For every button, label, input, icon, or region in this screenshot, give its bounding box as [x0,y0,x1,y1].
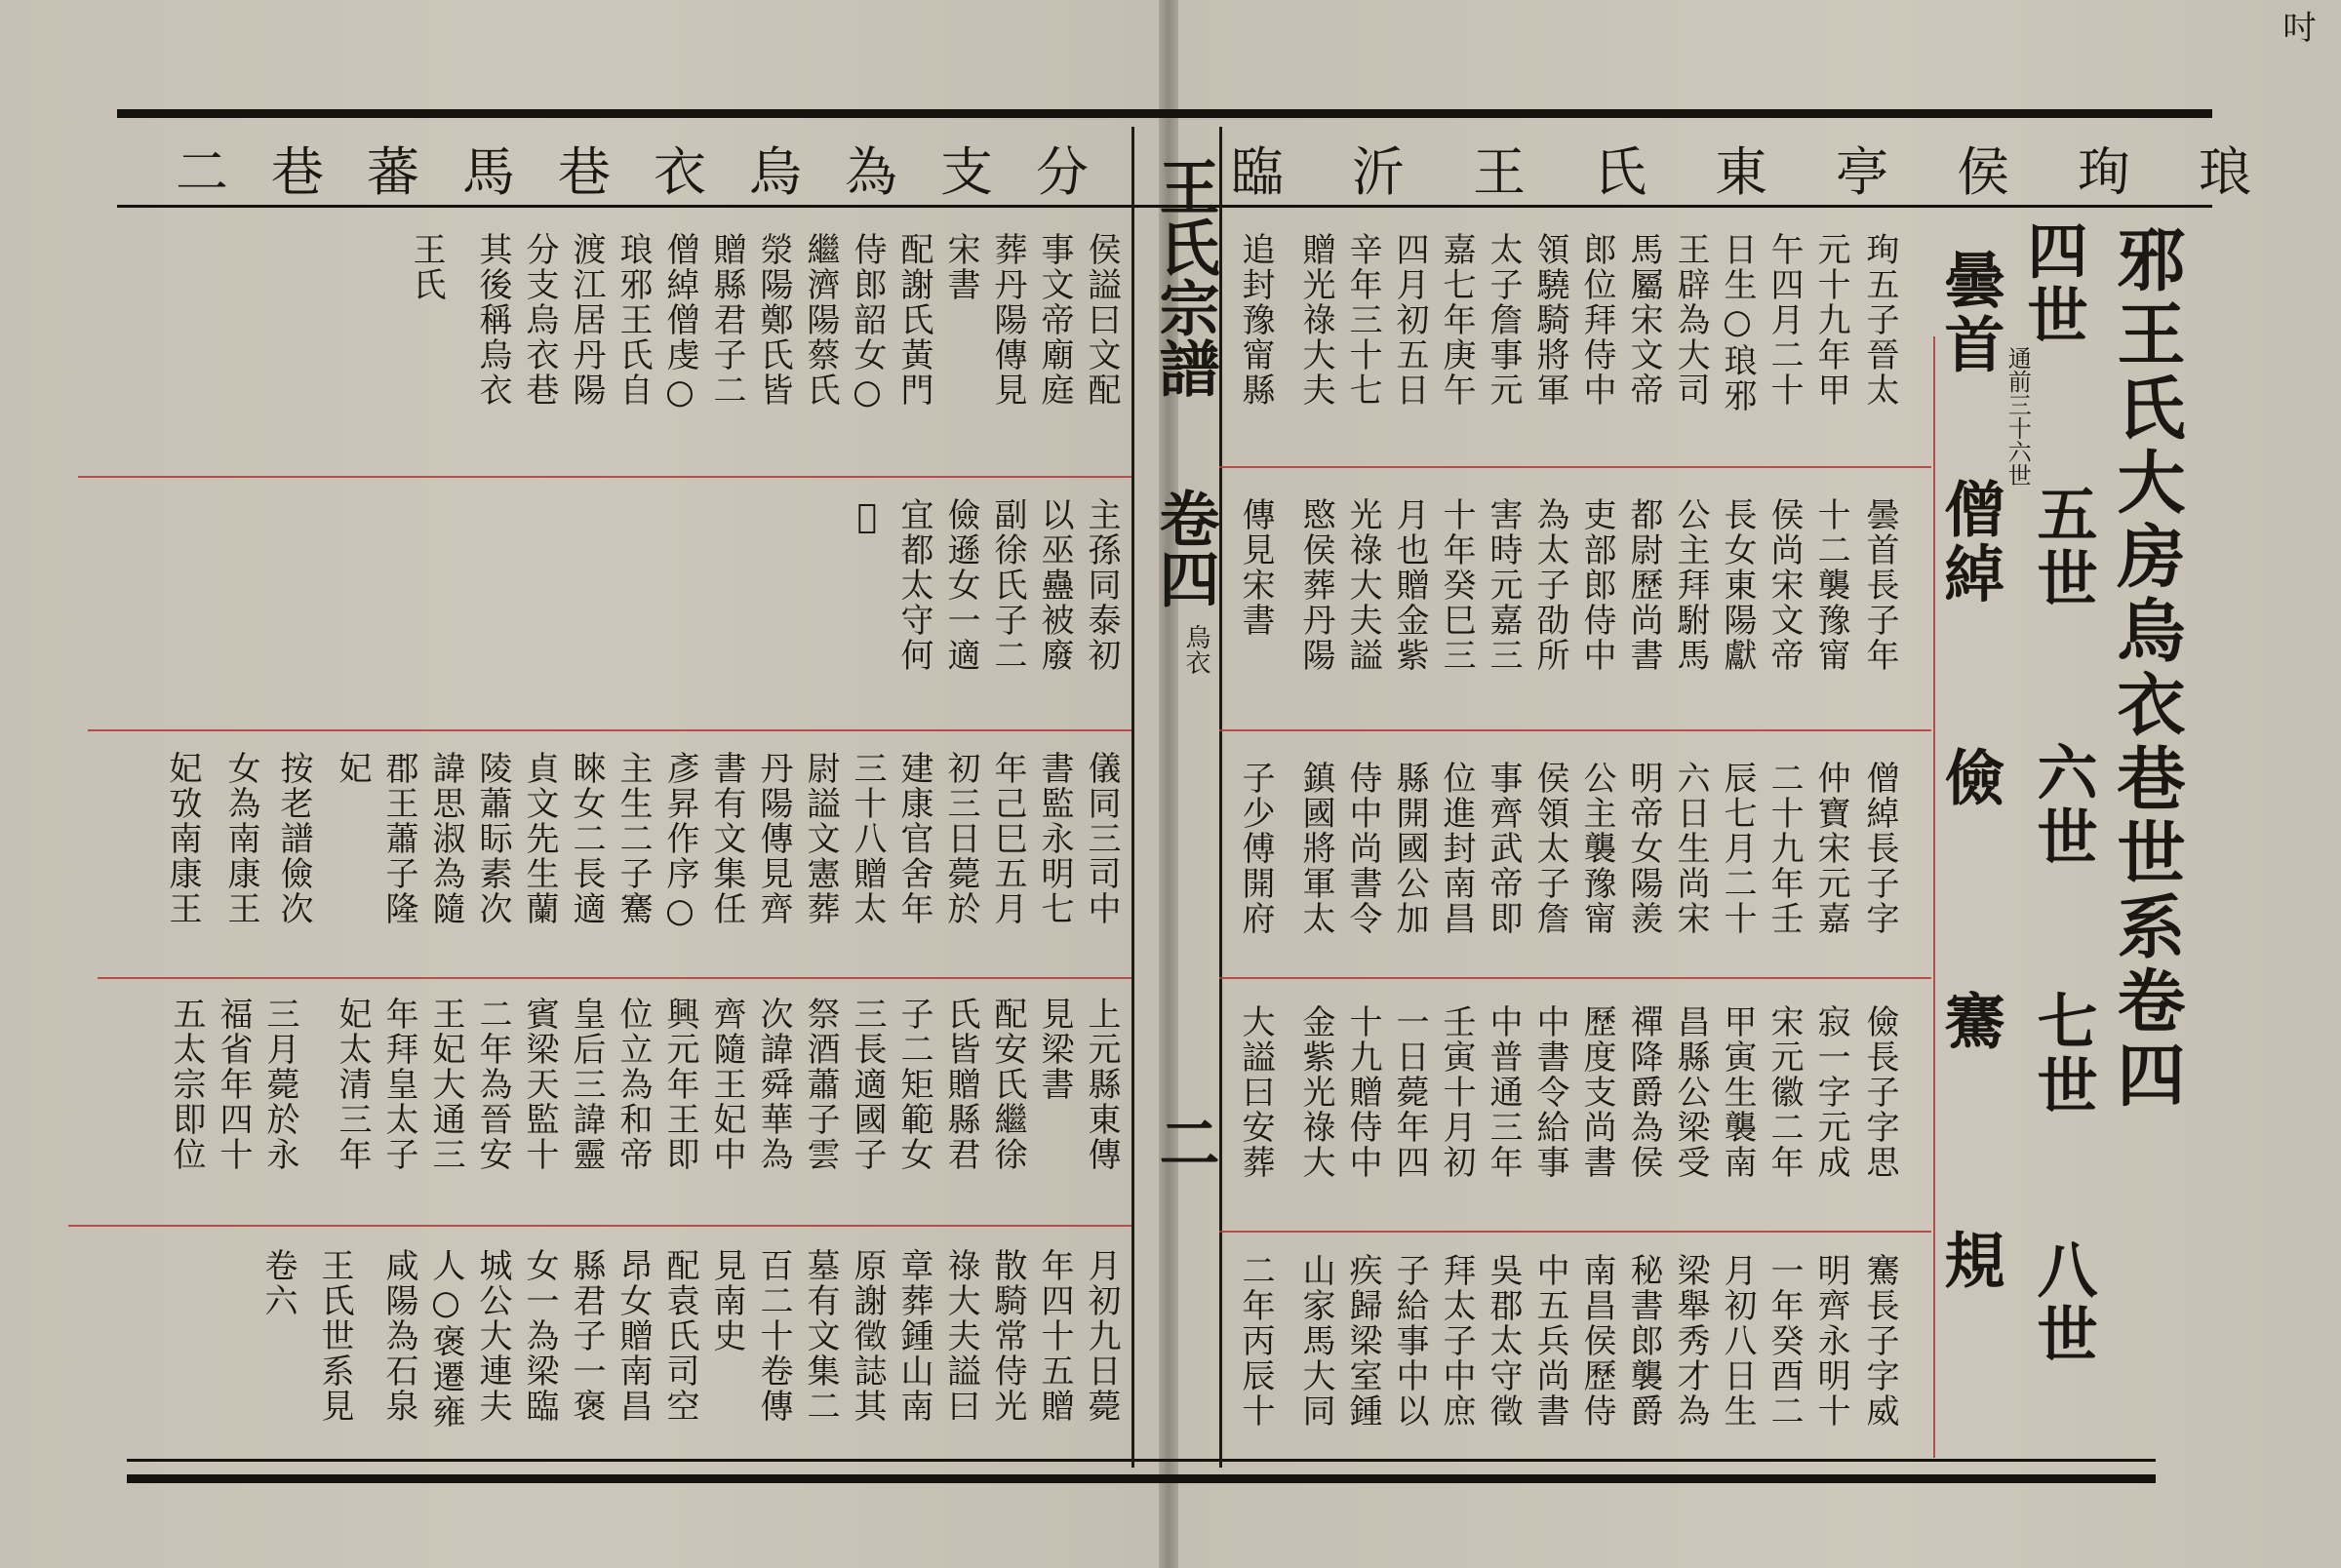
entry-col: 歷度支尚書 [1577,1004,1616,1180]
entry-col: 主孫同泰初 [1082,497,1121,673]
entry-col: 睞女二長適 [567,751,606,926]
entry-col: 年己巳五月 [988,751,1027,926]
entry-col: 甲寅生襲南 [1718,1004,1757,1180]
entry-col: 繼濟陽蔡氏 [801,232,840,408]
center-book-title: 王氏宗譜 [1149,156,1220,398]
entry-col: 郡王蕭子隆 [379,751,418,926]
entry-col: 明齊永明十 [1811,1253,1850,1429]
name-gen-8: 規 [1934,1229,2005,1293]
entry-col: 公主拜駙馬 [1671,497,1710,673]
entry-col: 祭酒蕭子雲 [801,997,840,1172]
entry-col: 妃太清三年 [333,997,372,1172]
entry-col: 琅邪王氏自 [614,232,653,408]
entry-col: 元十九年甲 [1811,232,1850,408]
entry-col: 興元年王即 [660,997,699,1172]
name-gen-5: 僧綽 [1934,478,2005,607]
genealogy-title: 邪王氏大房烏衣巷世系卷四 [2106,224,2187,1114]
center-frame-left [1131,127,1134,1468]
entry-col: 辛年三十七 [1343,232,1382,408]
entry-col: 中普通三年 [1484,1004,1523,1180]
left-divider-3 [98,977,1131,979]
entry-col: 縣開國公加 [1390,761,1429,936]
entry-col: 寂一字元成 [1811,1004,1850,1180]
entry-col: 章葬鍾山南 [894,1248,933,1424]
entry-col: 金紫光祿大 [1296,1004,1335,1180]
entry-col: 追封豫甯縣 [1236,232,1275,408]
entry-col: 配安氏繼徐 [988,997,1027,1172]
entry-col: 王氏世系見 [315,1248,354,1424]
entry-col: 卷六 [258,1248,298,1318]
entry-col: 渡江居丹陽 [567,232,606,408]
right-divider-2 [1219,729,1931,731]
entry-col: 見梁書 [1035,997,1074,1102]
name-gen-7: 騫 [1934,990,2005,1054]
entry-col: 疾歸梁室鍾 [1343,1253,1382,1429]
entry-col: 珣五子晉太 [1860,232,1899,408]
entry-col: 建康官舍年 [894,751,933,926]
entry-col: 騫長子字威 [1860,1253,1899,1429]
entry-col: 次諱舜華為 [754,997,793,1172]
entry-col: 拜太子中庶 [1437,1253,1476,1429]
entry-col: 王氏 [407,232,446,302]
right-divider-4 [1219,1231,1931,1233]
entry-col: 僧綽僧虔○ [660,232,699,413]
entry-col: 公主襲豫甯 [1577,761,1616,936]
center-sub: 烏衣 [1181,624,1210,675]
entry-col: 中五兵尚書 [1530,1253,1569,1429]
entry-col: 女一為梁臨 [520,1248,559,1424]
entry-col: 二十九年壬 [1765,761,1804,936]
entry-col: 大謚曰安葬 [1236,1004,1275,1180]
entry-col: 葬丹陽傳見 [988,232,1027,408]
entry-col: 一日薨年四 [1390,1004,1429,1180]
entry-col: 配袁氏司空 [660,1248,699,1424]
entry-col: 月初九日薨 [1082,1248,1121,1424]
entry-col: 事齊武帝即 [1484,761,1523,936]
entry-col: 王辟為大司 [1671,232,1710,408]
right-divider-3 [1219,977,1931,979]
entry-col: 儉長子字思 [1860,1004,1899,1180]
center-page-number: 二 [1149,1112,1220,1172]
entry-col: 丹陽傳見齊 [754,751,793,926]
header-band-right-text: 臨沂王氏東亭侯珣琅 [1231,141,2320,203]
entry-col: 女為南康王 [221,751,260,926]
entry-col: 子少傅開府 [1236,761,1275,936]
entry-col: 中書令給事 [1530,1004,1569,1180]
left-divider-2 [88,729,1131,731]
entry-col: 皇后三諱靈 [567,997,606,1172]
entry-col: 明帝女陽羨 [1624,761,1663,936]
entry-col: 侍中尚書令 [1343,761,1382,936]
left-divider-4 [68,1225,1131,1227]
entry-col: 𨦟 [848,497,887,538]
entry-col: 城公大連夫 [473,1248,512,1424]
entry-col: 陵蕭眎素次 [473,751,512,926]
entry-col: 梁舉秀才為 [1671,1253,1710,1429]
entry-col: 二年為晉安 [473,997,512,1172]
entry-col: 侯領太子詹 [1530,761,1569,936]
entry-col: 月初八日生 [1718,1253,1757,1429]
entry-col: 儀同三司中 [1082,751,1121,926]
entry-col: 配謝氏黃門 [894,232,933,408]
name-gen-4: 曇首 [1934,249,2005,377]
entry-col: 郎位拜侍中 [1577,232,1616,408]
entry-col: 太子詹事元 [1484,232,1523,408]
corner-mark: 吋 [2277,10,2316,43]
entry-col: 子二矩範女 [894,997,933,1172]
entry-col: 初三日薨於 [941,751,980,926]
entry-col: 辰七月二十 [1718,761,1757,936]
entry-col: 彥昇作序○ [660,751,699,932]
entry-col: 諱思淑為隨 [426,751,465,926]
entry-col: 十年癸巳三 [1437,497,1476,673]
entry-col: 長女東陽獻 [1718,497,1757,673]
entry-col: 都尉歷尚書 [1624,497,1663,673]
entry-col: 贈縣君子二 [707,232,746,408]
bottom-border-rule [127,1474,2156,1483]
entry-col: 妃攷南康王 [163,751,202,926]
entry-col: 二年丙辰十 [1236,1253,1275,1429]
entry-col: 六日生尚宋 [1671,761,1710,936]
entry-col: 縣君子一褒 [567,1248,606,1424]
entry-col: 侯謚曰文配 [1082,232,1121,408]
entry-col: 侯尚宋文帝 [1765,497,1804,673]
entry-col: 百二十卷傳 [754,1248,793,1424]
top-border-rule [117,109,2212,118]
entry-col: 上元縣東傳 [1082,997,1121,1172]
entry-col: 昂女贈南昌 [614,1248,653,1424]
entry-col: 四月初五日 [1390,232,1429,408]
entry-col: 壬寅十月初 [1437,1004,1476,1180]
gen-7-label: 七世 [2027,990,2098,1118]
entry-col: 山家馬大同 [1296,1253,1335,1429]
entry-col: 十二襲豫甯 [1811,497,1850,673]
entry-col: 按老譜儉次 [274,751,313,926]
entry-col: 侍郎韶女○ [848,232,887,413]
entry-col: 吏部郎侍中 [1577,497,1616,673]
entry-col: 妃 [333,751,372,786]
gen-8-label: 八世 [2027,1238,2098,1367]
name-gen-6: 儉 [1934,746,2005,810]
gen-4-note: 通前三十六世 [2004,346,2032,487]
entry-col: 散騎常侍光 [988,1248,1027,1424]
entry-col: 三長適國子 [848,997,887,1172]
entry-col: 年四十五贈 [1035,1248,1074,1424]
entry-col: 禪降爵為侯 [1624,1004,1663,1180]
entry-col: 分支烏衣巷 [520,232,559,408]
entry-col: 人○褒遷雍 [426,1248,465,1430]
entry-col: 宋元徽二年 [1765,1004,1804,1180]
entry-col: 僧綽長子字 [1860,761,1899,936]
entry-col: 十九贈侍中 [1343,1004,1382,1180]
entry-col: 氏皆贈縣君 [941,997,980,1172]
center-volume: 卷四 [1149,488,1220,608]
entry-col: 仲寶宋元嘉 [1811,761,1850,936]
entry-col: 日生○琅邪 [1718,232,1757,413]
entry-col: 福省年四十 [214,997,253,1172]
entry-col: 賓梁天監十 [520,997,559,1172]
entry-col: 南昌侯歷侍 [1577,1253,1616,1429]
entry-col: 午四月二十 [1765,232,1804,408]
entry-col: 傳見宋書 [1236,497,1275,638]
entry-col: 三月薨於永 [260,997,299,1172]
entry-col: 吳郡太守徵 [1484,1253,1523,1429]
gen-6-label: 六世 [2027,741,2098,870]
entry-col: 副徐氏子二 [988,497,1027,673]
gen-4-label: 四世 [2017,219,2088,348]
entry-col: 以巫蠱被廢 [1035,497,1074,673]
entry-col: 馬屬宋文帝 [1624,232,1663,408]
entry-col: 位進封南昌 [1437,761,1476,936]
entry-col: 位立為和帝 [614,997,653,1172]
gen-5-label: 五世 [2027,483,2098,611]
entry-col: 五太宗即位 [167,997,206,1172]
entry-col: 宋書 [941,232,980,302]
entry-col: 鎮國將軍太 [1296,761,1335,936]
entry-col: 一年癸酉二 [1765,1253,1804,1429]
right-divider-1 [1219,466,1931,468]
entry-col: 滎陽鄭氏皆 [754,232,793,408]
entry-col: 主生二子騫 [614,751,653,926]
entry-col: 月也贈金紫 [1390,497,1429,673]
header-band-left-text: 二巷蕃馬巷衣烏為支分 [176,141,1131,203]
bottom-inner-rule [127,1459,2156,1462]
entry-col: 宜都太守何 [894,497,933,673]
entry-col: 年拜皇太子 [379,997,418,1172]
entry-col: 曇首長子年 [1860,497,1899,673]
entry-col: 咸陽為石泉 [379,1248,418,1424]
entry-col: 見南史 [707,1248,746,1353]
entry-col: 領驍騎將軍 [1530,232,1569,408]
entry-col: 為太子劭所 [1530,497,1569,673]
entry-col: 秘書郎襲爵 [1624,1253,1663,1429]
entry-col: 嘉七年庚午 [1437,232,1476,408]
entry-col: 貞文先生蘭 [520,751,559,926]
entry-col: 子給事中以 [1390,1253,1429,1429]
entry-col: 愍侯葬丹陽 [1296,497,1335,673]
entry-col: 事文帝廟庭 [1035,232,1074,408]
entry-col: 儉遜女一適 [941,497,980,673]
entry-col: 書有文集任 [707,751,746,926]
entry-col: 書監永明七 [1035,751,1074,926]
entry-col: 王妃大通三 [426,997,465,1172]
entry-col: 齊隨王妃中 [707,997,746,1172]
entry-col: 三十八贈太 [848,751,887,926]
entry-col: 墓有文集二 [801,1248,840,1424]
entry-col: 原謝徵誌其 [848,1248,887,1424]
entry-col: 昌縣公梁受 [1671,1004,1710,1180]
entry-col: 贈光祿大夫 [1296,232,1335,408]
entry-col: 光祿大夫謚 [1343,497,1382,673]
entry-col: 尉謚文憲葬 [801,751,840,926]
entry-col: 害時元嘉三 [1484,497,1523,673]
entry-col: 其後稱烏衣 [473,232,512,408]
entry-col: 祿大夫謚曰 [941,1248,980,1424]
left-divider-1 [78,476,1131,478]
